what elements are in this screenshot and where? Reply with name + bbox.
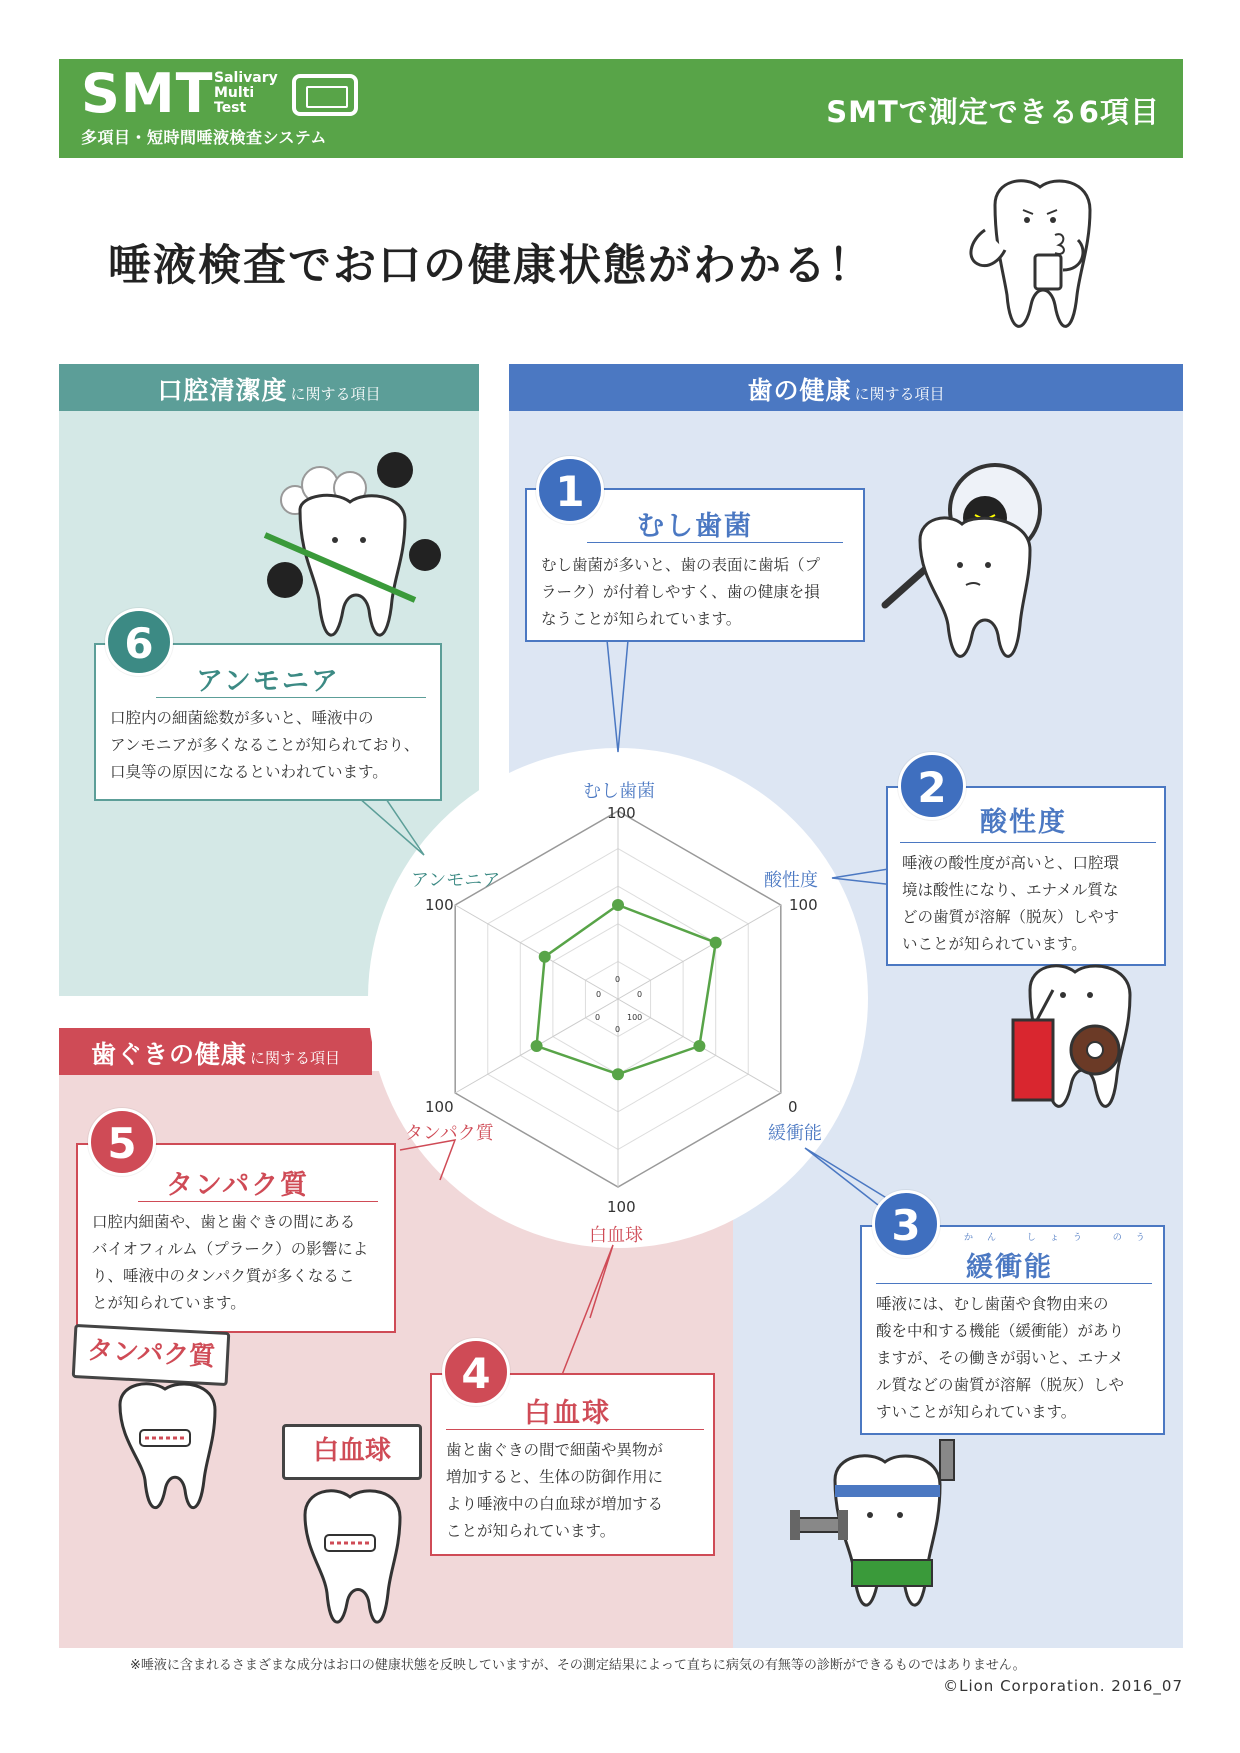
item-text-wbc: 歯と歯ぐきの間で細菌や異物が 増加すると、生体の防御作用に より唾液中の白血球が増加する ことが知られています。 (446, 1441, 664, 1540)
radar-point-3 (693, 1040, 705, 1052)
item-text-acidity: 唾液の酸性度が高いと、口腔環 境は酸性になり、エナメル質な どの歯質が溶解（脱灰）しやす いことが知られています。 (902, 854, 1120, 953)
item-number-badge-2: 2 (898, 752, 966, 820)
item-title-ammonia: アンモニア (196, 666, 340, 697)
gum-health-heading: 歯ぐきの健康 に関する項目 (59, 1028, 372, 1075)
radar-chart (368, 748, 868, 1248)
divider (156, 697, 426, 698)
radar-center-wbc: 0 (615, 1025, 621, 1034)
radar-max-acidity: 100 (789, 896, 818, 914)
radar-max-caries: 100 (607, 804, 636, 822)
teeth-health-heading: 歯の健康 に関する項目 (509, 364, 1183, 411)
wbc-tooth-illustration (290, 1475, 430, 1635)
divider (900, 842, 1156, 843)
item-text-buffer: 唾液には、むし歯菌や食物由来の 酸を中和する機能（緩衝能）があり ますが、その働きが弱いと、エナメ ル質などの歯質が溶解（脱灰）しや すいことが知られています。 (876, 1295, 1125, 1421)
radar-center-caries: 0 (615, 975, 621, 984)
thinking-tooth-illustration (955, 175, 1115, 355)
page-title: 唾液検査でお口の健康状態がわかる！ (108, 241, 873, 291)
item-number-badge-1: 1 (536, 456, 604, 524)
radar-max-ammonia: 100 (425, 896, 454, 914)
dumbbell-tooth-illustration (790, 1430, 990, 1640)
logo-caption: 多項目・短時間唾液検査システム (81, 128, 327, 147)
item-text-caries: むし歯菌が多いと、歯の表面に歯垢（プ ラーク）が付着しやすく、歯の健康を損 なうことが知られています。 (541, 556, 821, 628)
oral-cleanliness-heading: 口腔清潔度 に関する項目 (59, 364, 479, 411)
radar-axis-line (618, 905, 781, 999)
item-text-protein: 口腔内細菌や、歯と歯ぐきの間にある バイオフィルム（プラーク）の影響によ り、唾液中のタンパク質が多くなるこ とが知られています。 (92, 1213, 369, 1312)
radar-point-4 (612, 1068, 624, 1080)
radar-point-1 (612, 899, 624, 911)
item-number-badge-6: 6 (105, 608, 173, 676)
radar-point-6 (539, 951, 551, 963)
item-number-badge-3: 3 (872, 1190, 940, 1258)
item-title-caries: むし歯菌 (637, 511, 753, 542)
radar-center-acidity: 0 (637, 990, 643, 999)
radar-axis-label-buffer: 緩衝能 (768, 1123, 822, 1144)
radar-axis-label-caries: むし歯菌 (583, 781, 655, 802)
radar-max-buffer: 0 (788, 1098, 798, 1116)
logo-subtitle: Salivary Multi Test (214, 70, 278, 116)
smt-logo: SMT (81, 62, 214, 125)
protein-tooth-illustration (100, 1375, 240, 1525)
divider (876, 1283, 1152, 1284)
protein-sign: タンパク質 (72, 1324, 231, 1386)
radar-point-5 (531, 1040, 543, 1052)
radar-axis-label-protein: タンパク質 (405, 1123, 494, 1144)
radar-series-polygon (537, 905, 716, 1074)
radar-point-2 (710, 937, 722, 949)
header-title: SMTで測定できる6項目 (826, 95, 1160, 129)
item-number-badge-5: 5 (88, 1108, 156, 1176)
radar-center-ammonia: 0 (596, 990, 602, 999)
copyright: ©Lion Corporation. 2016_07 (943, 1677, 1183, 1695)
bacteria-toothbrush-illustration (255, 440, 455, 660)
radar-axis-label-wbc: 白血球 (589, 1225, 643, 1246)
wbc-sign: 白血球 (282, 1424, 422, 1480)
radar-axis-label-acidity: 酸性度 (764, 870, 818, 891)
item-title-buffer: 緩衝能 (966, 1252, 1053, 1283)
divider (138, 1201, 378, 1202)
divider (446, 1429, 704, 1430)
radar-grid (455, 811, 781, 1187)
disclaimer-footnote: ※唾液に含まれるさまざまな成分はお口の健康状態を反映していますが、その測定結果によって直ちに病気の有無等の診断ができるものではありません。 (130, 1658, 1026, 1673)
radar-center-protein: 0 (595, 1013, 601, 1022)
magnifier-tooth-illustration (880, 460, 1060, 690)
ruby-text-buffer: かん しょう のう (964, 1233, 1159, 1243)
radar-max-protein: 100 (425, 1098, 454, 1116)
radar-axis-label-ammonia: アンモニア (411, 870, 501, 891)
item-number-badge-4: 4 (442, 1338, 510, 1406)
radar-center-buffer: 100 (627, 1013, 643, 1022)
divider (587, 542, 843, 543)
device-icon (292, 74, 358, 116)
soda-donut-tooth-illustration (1005, 950, 1155, 1130)
radar-axis-line (455, 905, 621, 999)
radar-max-wbc: 100 (607, 1198, 636, 1216)
item-title-protein: タンパク質 (166, 1170, 310, 1201)
item-text-ammonia: 口腔内の細菌総数が多いと、唾液中の アンモニアが多くなることが知られており、 口臭等の原因になるといわれています。 (110, 709, 420, 781)
item-title-acidity: 酸性度 (980, 807, 1067, 838)
item-title-wbc: 白血球 (524, 1398, 611, 1429)
